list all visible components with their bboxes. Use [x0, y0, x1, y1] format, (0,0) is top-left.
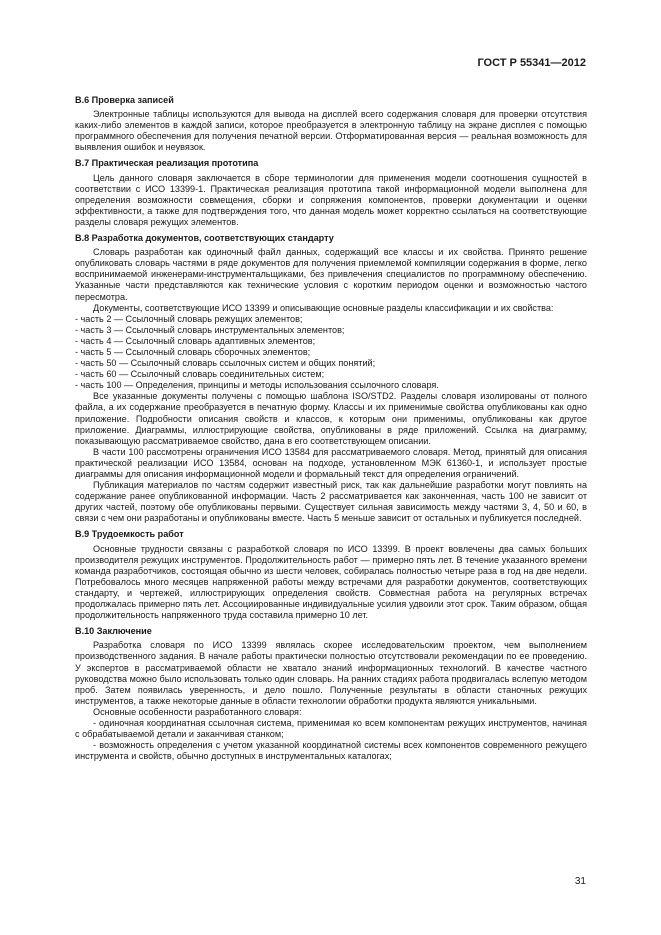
- paragraph: - возможность определения с учетом указанной координатной системы всех компонентов современного режущего инструмента и свойств, обычно доступных в инструментальных каталогах;: [75, 740, 587, 762]
- list-item: - часть 4 — Ссылочный словарь адаптивных элементов;: [75, 335, 316, 346]
- list-item: - часть 60 — Ссылочный словарь соединительных систем;: [75, 369, 325, 380]
- list-item: - часть 5 — Ссылочный словарь сборочных элементов;: [75, 346, 311, 357]
- section-b8: [75, 233, 587, 524]
- list-item: - часть 3 — Ссылочный словарь инструментальных элементов;: [75, 324, 345, 335]
- section-heading: В.6 Проверка записей: [75, 95, 174, 105]
- paragraph: Цель данного словаря заключается в сборе терминологии для применения модели соотношения сущностей в соответствии с ИСО 13399-1. Практическая реализация прототипа такой информационной модели выполнена для определения возможности совмещения, сборки и сопряжения компонентов, проверки документации и оценки эффективности, а также для подтверждения того, что данная модель может корректно ссылаться на соответствующие разделы словаря режущих элементов.: [75, 172, 587, 227]
- list-item: - часть 2 — Ссылочный словарь режущих элементов;: [75, 313, 303, 324]
- paragraph: Документы, соответствующие ИСО 13399 и описывающие основные разделы классификации и их свойства:: [93, 302, 554, 313]
- section-b6: [75, 95, 587, 153]
- paragraph: Словарь разработан как одиночный файл данных, содержащий все классы и их свойства. Принято решение опубликовать словарь частями в ряде документов для получения приемлемой компиляции содержания в форме, легко воспринимаемой инженерами-инструментальщиками, без привлечения специалистов по программному обеспечению. Указанные части представляются как технические условия с коротким периодом оценки и возможностью частого пересмотра.: [75, 247, 587, 302]
- section-b7: [75, 158, 587, 228]
- paragraph: Основные трудности связаны с разработкой словаря по ИСО 13399. В проект вовлечены два самых больших производителя режущих инструментов. Продолжительность работ — примерно пять лет. В течение указанного времени команда разработчиков, состоящая обычно из шести человек, собиралась полностью четыре раза в год на две недели. Потребовалось много месяцев напряженной работы между встречами для разработки документов, соответствующих стандарту, и чертежей, иллюстрирующих определения свойств. Совместная работа на регулярных встречах продолжалась примерно пять лет. Ассоциированные индивидуальные усилия удвоили этот срок. Таким образом, общая продолжительность напряженного труда составила примерно 10 лет.: [75, 543, 587, 621]
- paragraph: Электронные таблицы используются для вывода на дисплей всего содержания словаря для проверки отсутствия каких-либо элементов в каждой записи, которое преобразуется в электронную таблицу на экране дисплея с помощью программного обеспечения для получения печатной версии. Отформатированная версия — реальная возможность для выявления ошибок и неувязок.: [75, 109, 587, 153]
- paragraph: В части 100 рассмотрены ограничения ИСО 13584 для рассматриваемого словаря. Метод, принятый для описания практической реализации ИСО 13584, основан на подходе, установленном МЭК 61360-1, и использует простые диаграммы для описания информационной модели и формальный текст для определения ограничений.: [75, 446, 587, 479]
- list-item: - часть 100 — Определения, принципы и методы использования ссылочного словаря.: [75, 380, 439, 391]
- section-heading: В.8 Разработка документов, соответствующих стандарту: [75, 233, 334, 244]
- page-number: 31: [574, 876, 586, 887]
- section-b9: [75, 529, 587, 621]
- document-body: [75, 92, 587, 767]
- paragraph: Основные особенности разработанного словаря:: [93, 706, 302, 717]
- section-heading: В.7 Практическая реализация прототипа: [75, 158, 259, 169]
- parts-list: [75, 314, 587, 392]
- paragraph: - одиночная координатная ссылочная система, применимая ко всем компонентам режущих инструментов, начиная с обрабатываемой детали и заканчивая станком;: [75, 717, 587, 740]
- section-heading: В.10 Заключение: [75, 626, 152, 637]
- paragraph: Публикация материалов по частям содержит известный риск, так как дальнейшие разработки могут повлиять на содержание ранее опубликованной информации. Часть 2 рассматривается как законченная, часть 100 не зависит от других частей, поэтому обе опубликованы первыми. Существует сильная зависимость между частями 3, 4, 50 и 60, в связи с чем они разработаны и опубликованы вместе. Часть 5 меньше зависит от остальных и публикуется последней.: [75, 480, 587, 524]
- list-item: - часть 50 — Ссылочный словарь ссылочных систем и общих понятий;: [75, 358, 376, 369]
- document-code: ГОСТ Р 55341—2012: [477, 57, 586, 69]
- paragraph: Разработка словаря по ИСО 13399 являлась скорее исследовательским проектом, чем выполнением производственного задания. В начале работы практически полностью отсутствовали рекомендации по ее проведению. У экспертов в рассматриваемой области не хватало знаний информационных технологий. В качестве частного руководства можно было использовать только один словарь. На ранних стадиях работа продвигалась вслепую методом проб. Затем появилась уверенность, и дело пошло. Полученные результаты в области станочных режущих инструментов, а также некоторые данные в области технологии обработки продукта являются уникальными.: [75, 640, 587, 706]
- section-heading: В.9 Трудоемкость работ: [75, 529, 184, 540]
- paragraph: Все указанные документы получены с помощью шаблона ISO/STD2. Разделы словаря изолированы от полного файла, а их содержание преобразуется в печатную форму. Классы и их применимые свойства опубликованы как одно приложение. Подробности описания свойств и классов, к которым они применимы, опубликованы как другое приложение. Диаграммы, иллюстрирующие свойства, опубликованы в ряде приложений. Ссылка на диаграмму, показывающую рассматриваемое свойство, дана в его соответствующем описании.: [75, 391, 587, 446]
- section-b10: [75, 626, 587, 762]
